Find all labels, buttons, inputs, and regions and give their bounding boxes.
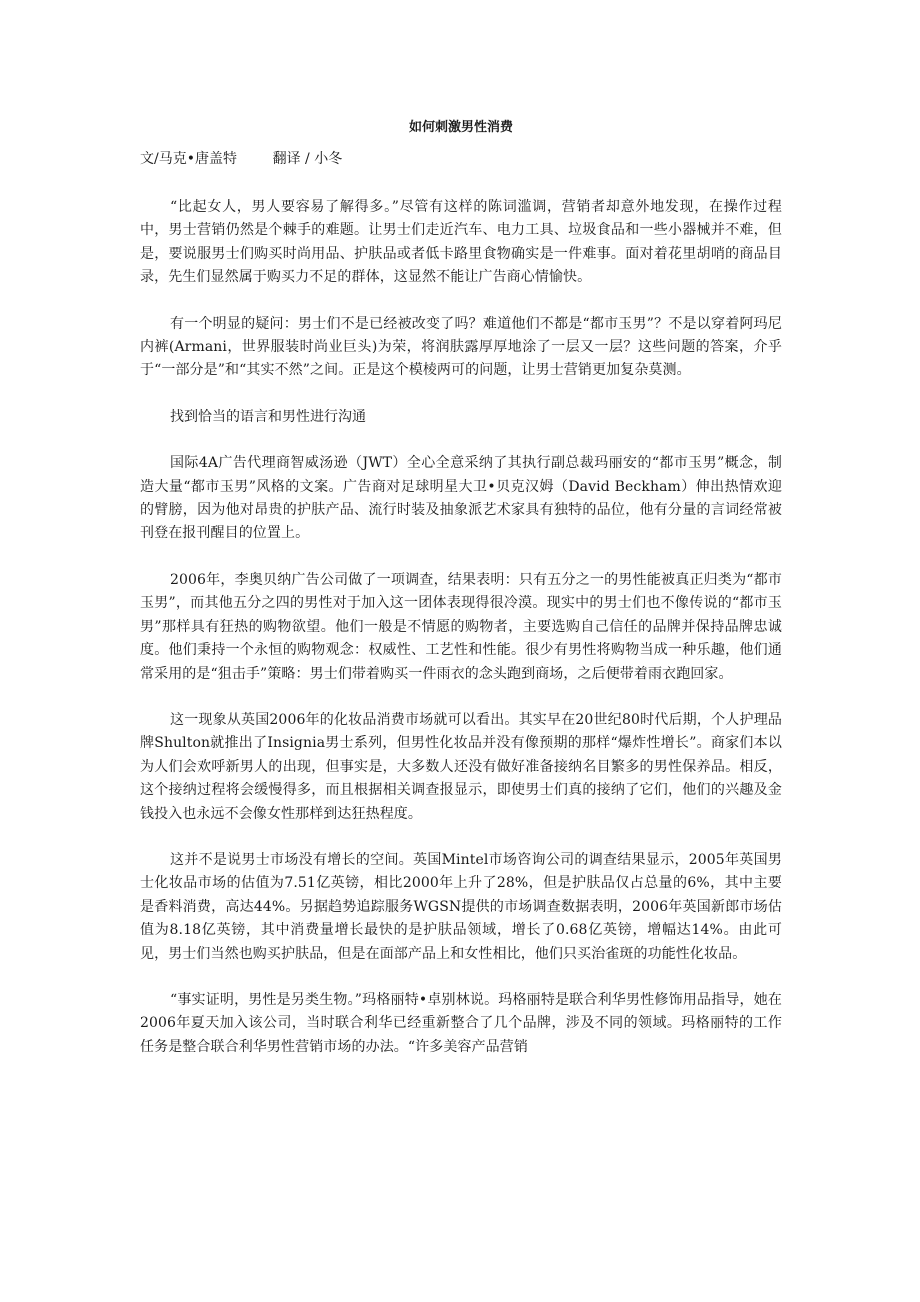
section-heading: 找到恰当的语言和男性进行沟通 [170, 408, 366, 425]
paragraph: “事实证明，男性是另类生物。”玛格丽特•卓别林说。玛格丽特是联合利华男性修饰用品指导，她在2006年夏天加入该公司，当时联合利华已经重新整合了几个品牌，涉及不同的领域。玛格丽特的工作任务是整合联合利华男性营销市场的办法。“许多美容产品营销 [140, 991, 782, 1055]
paragraph: 这一现象从英国2006年的化妆品消费市场就可以看出。其实早在20世纪80时代后期，个人护理品牌Shulton就推出了Insignia男士系列，但男性化妆品并没有像预期的那样“爆炸性增长”。商家们本以为人们会欢呼新男人的出现，但事实是，大多数人还没有做好准备接纳名目繁多的男性保养品。相反，这个接纳过程将会缓慢得多，而且根据相关调查报显示，即使男士们真的接纳了它们，他们的兴趣及金钱投入也永远不会像女性那样到达狂热程度。 [140, 711, 782, 822]
document-page [140, 118, 782, 1082]
paragraph: 有一个明显的疑问：男士们不是已经被改变了吗？难道他们不都是“都市玉男”？不是以穿着阿玛尼内裤(Armani，世界服装时尚业巨头)为荣，将润肤露厚厚地涂了一层又一层？这些问题的答案，介乎于“一部分是”和“其实不然”之间。正是这个模棱两可的问题，让男士营销更加复杂莫测。 [140, 315, 782, 379]
article-byline: 文/马克•唐盖特 翻译 / 小冬 [140, 151, 343, 167]
paragraph: 国际4A广告代理商智威汤逊（JWT）全心全意采纳了其执行副总裁玛丽安的“都市玉男”概念，制造大量“都市玉男”风格的文案。广告商对足球明星大卫•贝克汉姆（David Beckham）伸出热情欢迎的臂膀，因为他对昂贵的护肤产品、流行时装及抽象派艺术家具有独特的品位，他有分量的言词经常被刊登在报刊醒目的位置上。 [140, 455, 782, 542]
paragraph: 2006年，李奥贝纳广告公司做了一项调查，结果表明：只有五分之一的男性能被真正归类为“都市玉男”，而其他五分之四的男性对于加入这一团体表现得很冷漠。现实中的男士们也不像传说的“都市玉男”那样具有狂热的购物欲望。他们一般是不情愿的购物者，主要选购自己信任的品牌并保持品牌忠诚度。他们秉持一个永恒的购物观念：权威性、工艺性和性能。很少有男性将购物当成一种乐趣，他们通常采用的是“狙击手”策略：男士们带着购买一件雨衣的念头跑到商场，之后便带着雨衣跑回家。 [140, 571, 782, 682]
paragraph: 这并不是说男士市场没有增长的空间。英国Mintel市场咨询公司的调查结果显示，2005年英国男士化妆品市场的估值为7.51亿英镑，相比2000年上升了28%，但是护肤品仅占总量的6%，其中主要是香料消费，高达44%。另据趋势追踪服务WGSN提供的市场调查数据表明，2006年英国新郎市场估值为8.18亿英镑，其中消费量增长最快的是护肤品领域，增长了0.68亿英镑，增幅达14%。由此可见，男士们当然也购买护肤品，但是在面部产品上和女性相比，他们只买治雀斑的功能性化妆品。 [140, 851, 782, 962]
paragraph: “比起女人，男人要容易了解得多。”尽管有这样的陈词滥调，营销者却意外地发现，在操作过程中，男士营销仍然是个棘手的难题。让男士们走近汽车、电力工具、垃圾食品和一些小器械并不难，但是，要说服男士们购买时尚用品、护肤品或者低卡路里食物确实是一件难事。面对着花里胡哨的商品目录，先生们显然属于购买力不足的群体，这显然不能让广告商心情愉快。 [140, 199, 782, 286]
article-title: 如何刺激男性消费 [408, 120, 513, 135]
